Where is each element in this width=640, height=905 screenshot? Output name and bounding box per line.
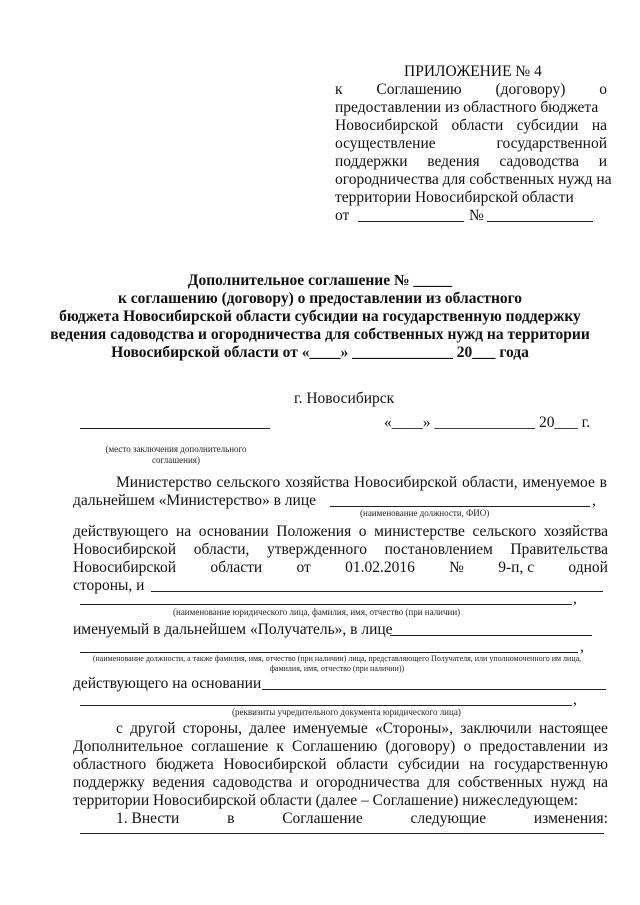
appendix-line-5-word: и (598, 153, 607, 170)
p2-line-3-word: 01.02.2016 (345, 559, 415, 576)
appendix-line-3: Новосибирской области субсидии на (335, 117, 607, 134)
p5-line-4-word: ведения (152, 774, 205, 791)
p5-line-3-word: областного (73, 756, 147, 773)
p2-line-3-word: № (449, 559, 464, 576)
p1-comma: , (592, 492, 596, 509)
p5-line-2-word: соглашение (191, 738, 269, 755)
p2-line-1 (73, 522, 608, 541)
p5-line-4 (73, 773, 608, 792)
p5-line-2 (73, 737, 608, 756)
appendix-line-4-word: осуществление (335, 135, 436, 152)
p2-line-1-word: действующего (73, 523, 169, 540)
rep-comma: , (580, 638, 584, 655)
recipient-comma: , (573, 590, 577, 607)
p5-line-4-word: садоводства (212, 774, 293, 791)
item-1-line-word: 1. Внести (116, 810, 180, 827)
item-1-line-word: в (227, 810, 235, 827)
recipient-rep-field-1[interactable] (390, 635, 592, 636)
heading-line-3: бюджета Новосибирской области субсидии на государственную поддержку (59, 308, 581, 325)
p2-line-2-word: области, (193, 541, 250, 558)
appendix-number-field[interactable] (487, 221, 593, 222)
appendix-num-label: № (469, 207, 484, 224)
p5-line-3 (73, 755, 608, 774)
p2-line-1-word: на (175, 523, 192, 540)
p5-line-4-word: огородничества (315, 774, 420, 791)
p4-line: действующего на основании (73, 675, 262, 692)
appendix-line-1-word: к (335, 81, 343, 98)
appendix-line-1 (335, 80, 607, 99)
heading-line-2: к соглашению (договору) о предоставлении из областного (117, 290, 523, 307)
p5-line-3-word: на (469, 756, 485, 773)
heading-line-4: ведения садоводства и огородничества для собственных нужд на территории (50, 326, 590, 343)
p2-line-2-word: утвержденного (267, 541, 367, 558)
p2-line-2-word: постановлением (384, 541, 493, 558)
representative-note-line-1: (наименование должности, а также фамилия, имя, отчество (при наличии) лица, представляющего Получателя, или уполномоченного им лица, (92, 654, 582, 663)
p5-line-4-word: собственных (457, 774, 543, 791)
p5-line-4-word: и (299, 774, 309, 791)
p3-line: именуемый в дальнейшем «Получатель», в лице (73, 621, 393, 638)
place-field[interactable] (80, 428, 270, 429)
appendix-line-2: предоставлении из областного бюджета (335, 99, 599, 116)
place-note-line-2: соглашения) (152, 455, 200, 465)
p5-line-2-word: предоставлении (479, 738, 586, 755)
p1-line-2: дальнейшем «Министерство» в лице (73, 492, 317, 509)
heading-line-5: Новосибирской области от «____» _____________ 20___ года (111, 344, 529, 361)
p5-line-3-word: области (336, 756, 389, 773)
appendix-line-4-word: государственной (496, 135, 607, 152)
p5-line-2-word: Дополнительное (73, 738, 184, 755)
p5-line-1-word: далее (249, 720, 286, 737)
p2-line-2-word: Правительства (510, 541, 608, 558)
p5-line-4-word: поддержку (73, 774, 145, 791)
item-1-line (116, 809, 608, 828)
p5-line-3-word: субсидии (397, 756, 460, 773)
basis-comma: , (573, 691, 577, 708)
representative-note-line-2: фамилия, имя, отчество (при наличии)) (269, 664, 405, 673)
p5-line-1-word: «Стороны», (375, 720, 454, 737)
p5-line-5: территории Новосибирской области (далее – Соглашение) нижеследующем: (73, 792, 579, 809)
p5-line-1-word: именуемые (292, 720, 368, 737)
city: г. Новосибирск (294, 390, 395, 407)
appendix-line-5-word: ведения (427, 153, 480, 170)
p5-line-1-word: другой (130, 720, 176, 737)
p5-line-4-word: нужд (550, 774, 586, 791)
p2-line-1-word: Положения (276, 523, 352, 540)
p2-line-1-word: сельского (472, 523, 537, 540)
p5-line-2-word: (договору) (385, 738, 456, 755)
heading-line-1: Дополнительное соглашение № _____ (187, 272, 453, 289)
appendix-line-1-word: (договору) (495, 81, 566, 98)
recipient-name-field-1[interactable] (151, 591, 603, 592)
item-1-line-word: изменения: (533, 810, 608, 827)
p5-line-2-word: к (276, 738, 284, 755)
p2-line-3-word: одной (568, 559, 608, 576)
p5-line-4-word: для (427, 774, 451, 791)
recipient-name-field-2[interactable] (80, 604, 572, 605)
p5-line-3-word: бюджета (156, 756, 214, 773)
p2-line-3 (73, 558, 608, 577)
p5-line-2-word: из (593, 738, 608, 755)
appendix-line-7: территории Новосибирской области (335, 189, 574, 206)
appendix-line-6: огородничества для собственных нужд на (335, 171, 612, 188)
p5-line-3-word: Новосибирской (223, 756, 327, 773)
p2-line-3-word: Новосибирской (73, 559, 177, 576)
p2-line-1-word: хозяйства (543, 523, 608, 540)
p2-line-1-word: министерстве (374, 523, 465, 540)
p5-line-1-word: заключили (460, 720, 532, 737)
p2-line-3-word: области (210, 559, 263, 576)
charter-note: (реквизиты учредительного документа юридического лица) (232, 707, 461, 717)
p5-line-1 (116, 719, 608, 738)
p5-line-1-word: настоящее (539, 720, 608, 737)
appendix-line-1-word: о (599, 81, 607, 98)
p1-line-1: Министерство сельского хозяйства Новосибирской области, именуемое в (116, 474, 607, 491)
p5-line-3-word: государственную (494, 756, 608, 773)
p5-line-2-word: Соглашению (292, 738, 378, 755)
appendix-line-4 (335, 134, 607, 153)
p2-line-3-word: от (296, 559, 311, 576)
appendix-line-1-word: Соглашению (376, 81, 462, 98)
p2-line-3-word: 9-п, с (498, 559, 535, 576)
p5-line-1-word: стороны, (182, 720, 242, 737)
appendix-title: ПРИЛОЖЕНИЕ № 4 (404, 63, 542, 80)
p5-line-4-word: на (592, 774, 608, 791)
item-1-line-word: Соглашение (282, 810, 363, 827)
appendix-line-5-word: поддержки (335, 153, 408, 170)
p2-line-1-word: о (358, 523, 367, 540)
appendix-ot-label: от (335, 207, 350, 224)
changes-field[interactable] (80, 833, 604, 834)
appendix-line-5-word: садоводства (499, 153, 579, 170)
basis-field-1[interactable] (262, 689, 606, 690)
recipient-rep-field-2[interactable] (80, 652, 578, 653)
legal-entity-note: (наименование юридического лица, фамилия, имя, отчество (при наличии) (173, 607, 461, 617)
appendix-date-field[interactable] (358, 221, 464, 222)
appendix-line-5 (335, 152, 607, 171)
position-note: (наименование должности, ФИО) (360, 508, 490, 518)
p2-line-2 (73, 540, 608, 559)
p5-line-2-word: о (463, 738, 472, 755)
basis-field-2[interactable] (80, 705, 572, 706)
p2-line-1-word: основании (198, 523, 269, 540)
p2-line-2-word: Новосибирской (73, 541, 177, 558)
p2-line-4: стороны, и (73, 577, 145, 594)
item-1-line-word: следующие (410, 810, 487, 827)
place-note (72, 444, 280, 466)
agreement-date: «____» _____________ 20___ г. (384, 414, 591, 431)
representative-note (62, 654, 612, 674)
place-note-line-1: (место заключения дополнительного (105, 444, 247, 454)
ministry-representative-field[interactable] (330, 506, 590, 507)
p5-line-1-word: с (116, 720, 123, 737)
